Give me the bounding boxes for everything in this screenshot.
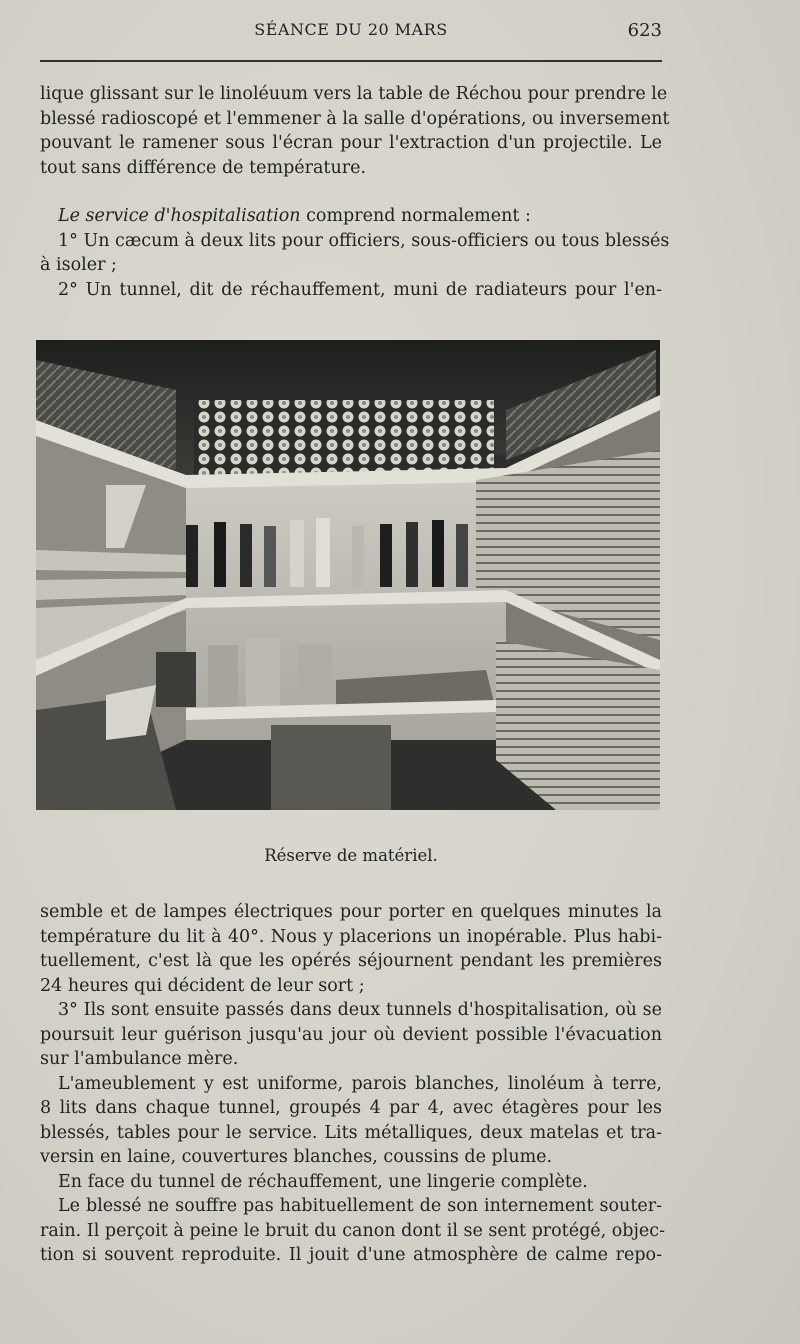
text-line: En face du tunnel de réchauffement, une lingerie complète. [58, 1171, 588, 1192]
page-header [40, 20, 662, 44]
storage-room-photograph [36, 340, 660, 810]
text-line: semble et de lampes électriques pour porter en quelques minutes la [40, 902, 662, 922]
paragraph-bottom [40, 900, 665, 1268]
text-line: tuellement, c'est là que les opérés séjournent pendant les premières [40, 951, 662, 971]
text-line: lique glissant sur le linoléuum vers la table de Réchou pour prendre le [40, 84, 668, 104]
text-line: L'ameublement y est uniforme, parois blanches, linoléum à terre, [58, 1073, 662, 1094]
text-line: rain. Il perçoit à peine le bruit du canon dont il se sent protégé, objec- [40, 1220, 665, 1241]
text-line: tout sans différence de température. [40, 157, 367, 178]
figure-caption: Réserve de matériel. [264, 846, 438, 865]
text-line: 3° Ils sont ensuite passés dans deux tunnels d'hospitalisation, où se [58, 1000, 662, 1020]
photo-illustration [36, 340, 660, 810]
service-lead-rest: comprend normalement : [300, 206, 531, 226]
text-line: tion si souvent reproduite. Il jouit d'une atmosphère de calme repo- [40, 1245, 662, 1265]
text-line: blessés, tables pour le service. Lits métalliques, deux matelas et tra- [40, 1122, 662, 1143]
header-rule [40, 60, 662, 62]
text-line: 8 lits dans chaque tunnel, groupés 4 par 4, avec étagères pour les [40, 1098, 662, 1118]
page-number: 623 [627, 20, 662, 41]
running-head: SÉANCE DU 20 MARS [254, 20, 448, 39]
text-line: blessé radioscopé et l'emmener à la salle d'opérations, ou inversement [40, 108, 670, 129]
text-line: poursuit leur guérison jusqu'au jour où devient possible l'évacuation [40, 1024, 662, 1045]
text-line: 1° Un cæcum à deux lits pour officiers, sous-officiers ou tous blessés [58, 230, 670, 251]
text-line: Le blessé ne souffre pas habituellement de son internement souter- [58, 1196, 662, 1216]
paragraph-top [40, 82, 670, 180]
service-italic-lead: Le service d'hospitalisation [58, 206, 301, 226]
text-line: versin en laine, couvertures blanches, coussins de plume. [40, 1147, 553, 1167]
text-line: 2° Un tunnel, dit de réchauffement, muni de radiateurs pour l'en- [58, 279, 662, 300]
text-line: sur l'ambulance mère. [40, 1049, 239, 1069]
text-line: pouvant le ramener sous l'écran pour l'extraction d'un projectile. Le [40, 133, 662, 153]
text-line: 24 heures qui décident de leur sort ; [40, 975, 365, 996]
text-line: à isoler ; [40, 255, 117, 275]
paragraph-service [40, 204, 670, 302]
text-line: température du lit à 40°. Nous y placerions un inopérable. Plus habi- [40, 926, 662, 947]
service-lead-line [40, 204, 662, 229]
